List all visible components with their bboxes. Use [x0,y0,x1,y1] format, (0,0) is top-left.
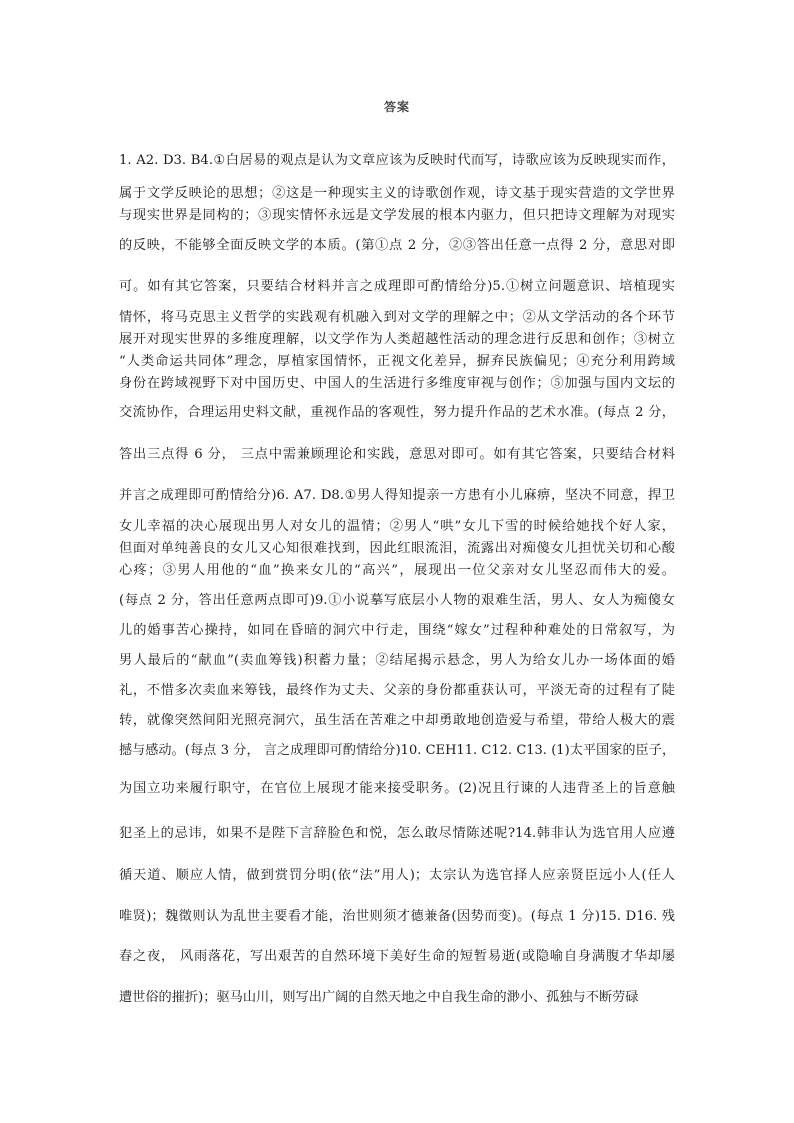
text-line: 并言之成理即可酌情给分)6. A7. D8.①男人得知提亲一方患有小儿麻痹，坚决不同意，捍卫 [119,488,675,503]
page-title: 答案 [383,100,410,114]
text-line: 为国立功来履行职守，在官位上展现才能来接受职务。(2)况且行谏的人违背圣上的旨意触 [119,781,675,796]
text-line: 的反映，不能够全面反映文学的本质。(第①点 2 分，②③答出任意一点得 2 分，意思对即 [119,238,675,253]
text-line: 心疼；③男人用他的“血”换来女儿的“高兴”，展现出一位父亲对女儿坚忍而伟大的爱。 [119,563,675,578]
text-line: 唯贤)；魏徵则认为乱世主要看才能，治世则须才德兼备(因势而变)。(每点 1 分)15. D16. 残 [119,909,675,924]
text-line: 转，就像突然间阳光照亮洞穴，虽生活在苦难之中却勇敢地创造爱与希望，带给人极大的震 [119,713,675,728]
text-line: 属于文学反映论的思想；②这是一种现实主义的诗歌创作观，诗文基于现实营造的文学世界 [119,186,675,201]
text-line: (每点 2 分，答出任意两点即可)9.①小说摹写底层小人物的艰难生活，男人、女人为痴傻女 [119,593,675,608]
text-line: 礼，不惜多次卖血来筹钱，最终作为丈夫、父亲的身份都重获认可，平淡无奇的过程有了陡 [119,683,675,698]
text-line: 情怀，将马克思主义哲学的实践观有机融入到对文学的理解之中；②从文学活动的各个环节 [119,310,675,325]
text-line: 交流协作，合理运用史料文献，重视作品的客观性，努力提升作品的艺术水准。(每点 2 分， [119,405,675,420]
text-line: “人类命运共同体”理念，厚植家国情怀，正视文化差异，摒弃民族偏见；④充分利用跨域 [119,354,675,369]
text-line: 身份在跨域视野下对中国历史、中国人的生活进行多维度审视与创作；⑤加强与国内文坛的 [119,376,675,391]
text-line: 撼与感动。(每点 3 分， 言之成理即可酌情给分)10. CEH11. C12. C13. (1)太平国家的臣子， [119,743,675,758]
text-line: 答出三点得 6 分， 三点中需兼顾理论和实践，意思对即可。如有其它答案，只要结合材料 [119,447,675,462]
text-line: 男人最后的“献血”(卖血筹钱)积蓄力量；②结尾揭示悬念，男人为给女儿办一场体面的婚 [119,653,675,668]
text-line: 但面对单纯善良的女儿又心知很难找到，因此红眼流泪，流露出对痴傻女儿担忧关切和心酸 [119,541,675,556]
text-line: 展开对现实世界的多维度理解，以文学作为人类超越性活动的理念进行反思和创作；③树立 [119,332,675,347]
text-line: 儿的婚事苦心操持，如同在昏暗的洞穴中行走，围绕“嫁女”过程种种难处的日常叙写，为 [119,623,675,638]
text-line: 循天道、顺应人情，做到赏罚分明(依“法”用人)；太宗认为选官择人应亲贤臣远小人(任人 [119,868,675,883]
text-line: 遭世俗的摧折)；驱马山川，则写出广阔的自然天地之中自我生命的渺小、孤独与不断劳碌 [119,990,639,1005]
text-line: 犯圣上的忌讳，如果不是陛下言辞脸色和悦，怎么敢尽情陈述呢?14.韩非认为选官用人应遵 [119,826,675,841]
text-line: 可。如有其它答案，只要结合材料并言之成理即可酌情给分)5.①树立问题意识、培植现实 [119,279,675,294]
text-line: 女儿幸福的决心展现出男人对女儿的温情；②男人“哄”女儿下雪的时候给她找个好人家， [119,519,675,534]
text-line: 1. A2. D3. B4.①白居易的观点是认为文章应该为反映时代而写，诗歌应该为反映现实而作， [119,153,675,168]
text-line: 春之夜， 风雨落花，写出艰苦的自然环境下美好生命的短暂易逝(或隐喻自身满腹才华却屡 [119,949,675,964]
text-line: 与现实世界是同构的；③现实情怀永远是文学发展的根本内驱力，但只把诗文理解为对现实 [119,208,675,223]
